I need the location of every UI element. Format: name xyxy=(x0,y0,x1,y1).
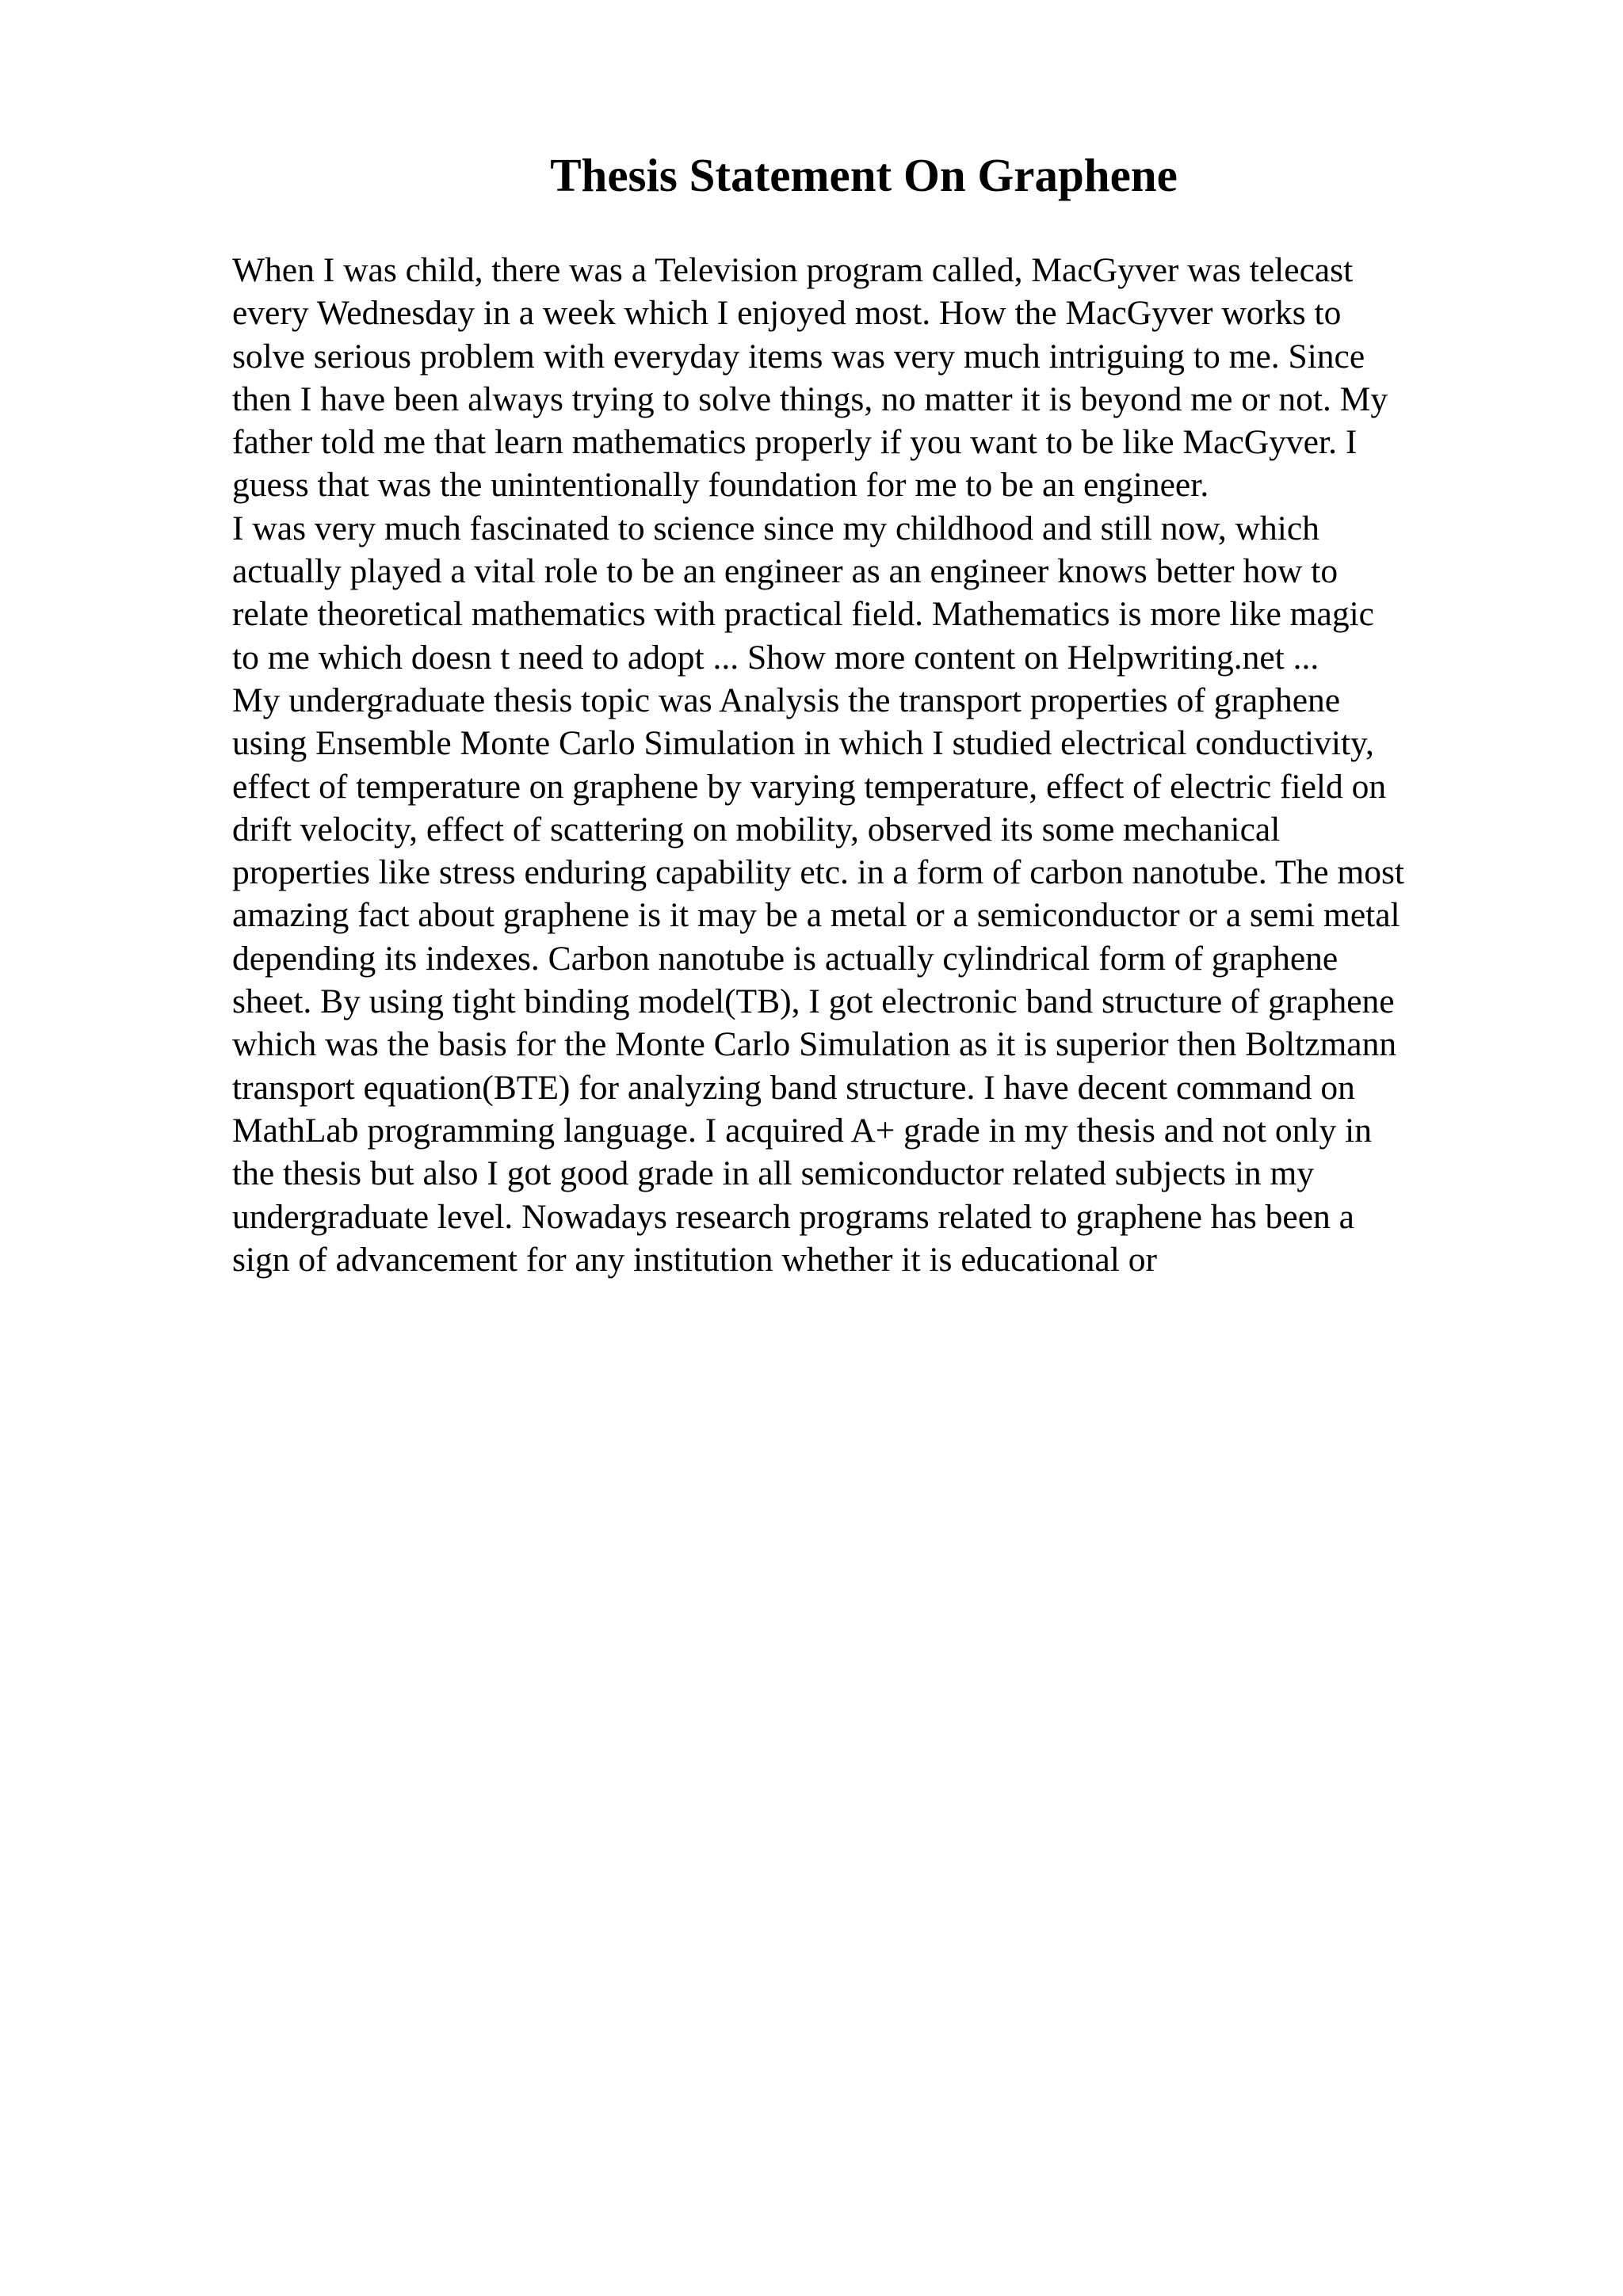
document-body xyxy=(232,249,1548,1281)
body-line: My undergraduate thesis topic was Analysis the transport properties of graphene xyxy=(232,681,1341,719)
body-line: using Ensemble Monte Carlo Simulation in which I studied electrical conductivity, xyxy=(232,724,1374,763)
body-line: father told me that learn mathematics properly if you want to be like MacGyver. I xyxy=(232,423,1358,462)
body-line: actually played a vital role to be an engineer as an engineer knows better how to xyxy=(232,552,1338,591)
body-line: amazing fact about graphene is it may be a metal or a semiconductor or a semi metal xyxy=(232,896,1400,935)
body-line: MathLab programming language. I acquired A+ grade in my thesis and not only in xyxy=(232,1111,1372,1150)
body-line: sheet. By using tight binding model(TB), I got electronic band structure of graphene xyxy=(232,982,1395,1021)
body-line: drift velocity, effect of scattering on mobility, observed its some mechanical xyxy=(232,810,1281,849)
body-line: undergraduate level. Nowadays research programs related to graphene has been a xyxy=(232,1197,1354,1236)
document-title: Thesis Statement On Graphene xyxy=(550,149,1178,201)
body-line: which was the basis for the Monte Carlo Simulation as it is superior then Boltzmann xyxy=(232,1025,1397,1064)
body-line: the thesis but also I got good grade in all semiconductor related subjects in my xyxy=(232,1154,1315,1193)
body-line: When I was child, there was a Television program called, MacGyver was telecast xyxy=(232,251,1354,289)
body-line: transport equation(BTE) for analyzing band structure. I have decent command on xyxy=(232,1068,1355,1107)
body-line: relate theoretical mathematics with practical field. Mathematics is more like magic xyxy=(232,595,1374,634)
body-line: every Wednesday in a week which I enjoyed most. How the MacGyver works to xyxy=(232,294,1342,333)
body-line: effect of temperature on graphene by varying temperature, effect of electric field on xyxy=(232,767,1387,806)
body-line: to me which doesn t need to adopt ... Show more content on Helpwriting.net ... xyxy=(232,638,1319,677)
body-line: then I have been always trying to solve things, no matter it is beyond me or not. My xyxy=(232,379,1388,418)
body-line: solve serious problem with everyday items was very much intriguing to me. Since xyxy=(232,337,1365,376)
body-line: guess that was the unintentionally foundation for me to be an engineer. xyxy=(232,466,1209,505)
body-line: I was very much fascinated to science since my childhood and still now, which xyxy=(232,509,1319,547)
body-line: properties like stress enduring capability etc. in a form of carbon nanotube. The most xyxy=(232,853,1404,892)
body-line: depending its indexes. Carbon nanotube is actually cylindrical form of graphene xyxy=(232,939,1338,978)
body-line: sign of advancement for any institution whether it is educational or xyxy=(232,1240,1157,1279)
